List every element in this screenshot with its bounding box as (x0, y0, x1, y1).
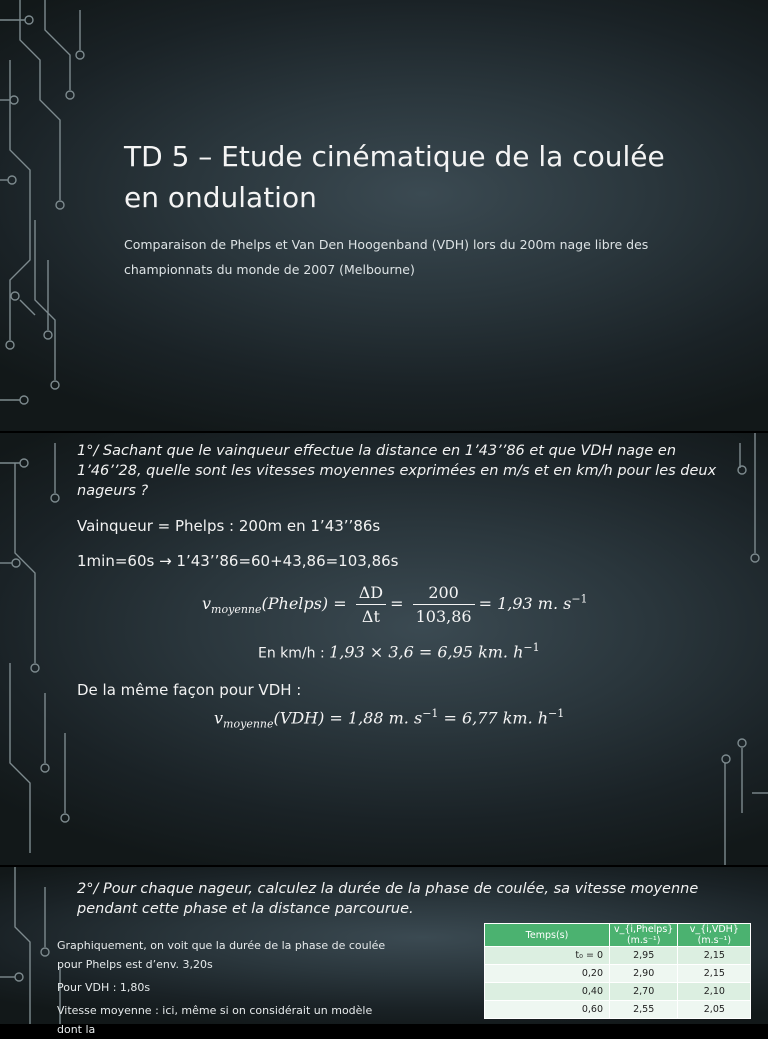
velocity-subscript: moyenne (211, 603, 262, 617)
question-1: 1°/ Sachant que le vainqueur effectue la distance en 1’43’’86 et que VDH nage en 1’46’’28, quelle sont les vitesses moyennes exprimées en m/s et en km/h pour les deux nageurs ? (77, 443, 717, 499)
cell-time: 0,40 (485, 983, 610, 1001)
fraction-delta (356, 583, 386, 626)
cell-phelps: 2,70 (610, 983, 678, 1001)
cell-time: t₀ = 0 (485, 947, 610, 965)
velocity-subscript: moyenne (223, 717, 274, 731)
conversion-prefix: 1min=60s (77, 552, 160, 570)
kmh-exponent: −1 (523, 641, 540, 654)
slide-title: TD 5 – Etude cinématique de la coulée en ondulation (124, 140, 665, 214)
equation-phelps (202, 583, 588, 626)
kmh-expression: 1,93 × 3,6 = 6,95 km. h (329, 642, 524, 662)
cell-phelps: 2,55 (610, 1001, 678, 1019)
fraction-denominator: Δt (361, 607, 380, 626)
velocity-symbol: v (214, 708, 224, 728)
equation-argument: (Phelps) = (261, 594, 347, 613)
header-vdh: v_{i,VDH}(m.s⁻¹) (678, 924, 751, 947)
equation-result: = 1,93 m. s (478, 594, 572, 613)
equation-kmh (258, 641, 540, 661)
conversion-line (77, 552, 398, 570)
equation-vdh (214, 707, 564, 731)
arrow-icon: → (159, 552, 172, 570)
table-row (485, 947, 751, 965)
fraction-numerator: ΔD (356, 583, 386, 605)
velocity-table (484, 923, 751, 1019)
cell-vdh: 2,15 (678, 965, 751, 983)
equation-argument: (VDH) = 1,88 m. s (273, 708, 423, 728)
paragraph-phelps: Graphiquement, on voit que la durée de la phase de coulée pour Phelps est d’env. 3,20s (57, 939, 386, 971)
cell-vdh: 2,10 (678, 983, 751, 1001)
table-row (485, 965, 751, 983)
question-2: 2°/ Pour chaque nageur, calculez la durée de la phase de coulée, sa vitesse moyenne pendant cette phase et la distance parcourue. (77, 881, 699, 917)
kmh-label: En km/h : (258, 645, 330, 662)
paragraph-vdh: Pour VDH : 1,80s (57, 981, 151, 994)
fraction-numerator: 200 (413, 583, 475, 605)
same-way-line: De la même façon pour VDH : (77, 681, 302, 699)
cell-vdh: 2,15 (678, 947, 751, 965)
cell-time: 0,60 (485, 1001, 610, 1019)
fraction-denominator: 103,86 (415, 607, 472, 626)
exponent: −1 (422, 707, 439, 720)
header-time: Temps(s) (485, 924, 610, 947)
header-phelps: v_{i,Phelps}(m.s⁻¹) (610, 924, 678, 947)
cell-vdh: 2,05 (678, 1001, 751, 1019)
velocity-symbol: v (202, 594, 212, 613)
table-row (485, 983, 751, 1001)
conversion-rest: 1’43’’86=60+43,86=103,86s (171, 552, 399, 570)
result-exponent: −1 (571, 592, 588, 606)
fraction-values (413, 583, 475, 626)
title-slide (0, 0, 768, 431)
equals-sign: = (390, 594, 404, 613)
winner-line: Vainqueur = Phelps : 200m en 1’43’’86s (77, 517, 381, 535)
exercise-1-slide (0, 433, 768, 865)
cell-phelps: 2,95 (610, 947, 678, 965)
cell-phelps: 2,90 (610, 965, 678, 983)
paragraph-average: Vitesse moyenne : ici, même si on considérait un modèle dont la (57, 1004, 373, 1036)
table-row (485, 1001, 751, 1019)
cell-time: 0,20 (485, 965, 610, 983)
circuit-decoration-left (0, 0, 130, 431)
slide-subtitle: Comparaison de Phelps et Van Den Hoogenband (VDH) lors du 200m nage libre des championnats du monde de 2007 (Melbourne) (124, 237, 649, 277)
table-header-row (485, 924, 751, 947)
equation-middle: = 6,77 km. h (438, 708, 549, 728)
exponent: −1 (548, 707, 565, 720)
